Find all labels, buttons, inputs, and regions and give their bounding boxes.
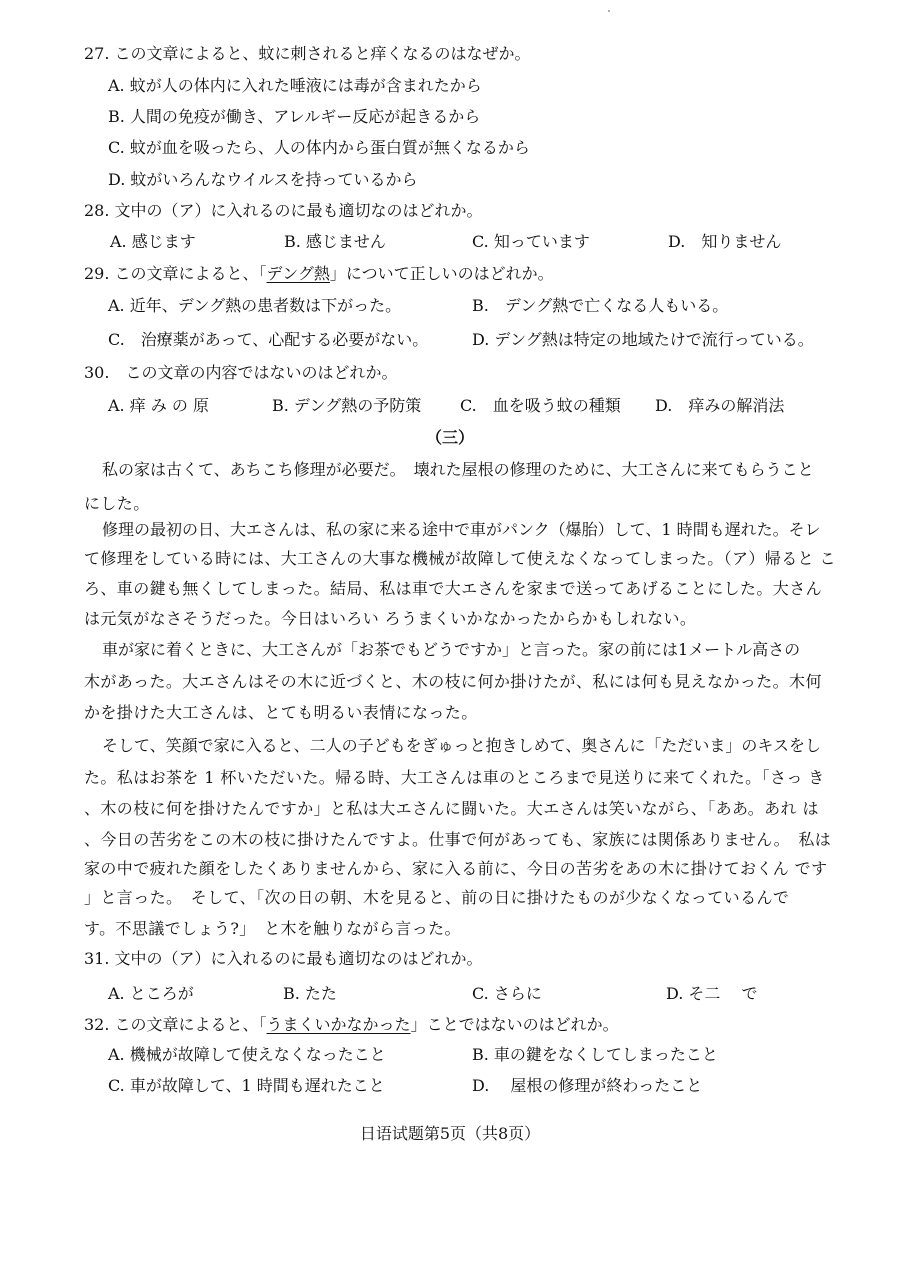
question-31-option-d: D. そ二 で <box>666 984 758 1003</box>
question-32-stem-prefix: 32. この文章によると、「 <box>84 1015 267 1034</box>
question-31-option-b: B. たた <box>283 984 337 1003</box>
question-27-option-a: A. 蚊が人の体内に入れた唾液には毒が含まれたから <box>108 76 482 95</box>
question-27-stem: 27. この文章によると、蚊に刺されると痒くなるのはなぜか。 <box>84 44 531 63</box>
question-32-underlined-term: うまくいかなかった <box>266 1015 411 1034</box>
passage-line-1: 私の家は古くて、あちこち修理が必要だ。 壊れた屋根の修理のために、大工さんに来てもらうこと <box>102 460 814 479</box>
passage-line-2: にした。 <box>84 494 150 513</box>
passage-line-13: 、今日の苦劣をこの木の枝に掛けたんですよ。仕事で何があっても、家族には関係ありません。 私は <box>84 830 832 849</box>
question-31-stem: 31. 文中の（ア）に入れるのに最も適切なのはどれか。 <box>84 949 483 968</box>
question-28-option-c: C. 知っています <box>472 232 590 251</box>
question-29-option-c: C. 治療薬があって、心配する必要がない。 <box>108 330 429 349</box>
question-30-stem: 30. この文章の内容ではないのはどれか。 <box>84 363 398 382</box>
question-30-option-d: D. 痒みの解消法 <box>655 396 785 415</box>
question-29-option-b: B. デング熱で亡くなる人もいる。 <box>472 296 729 315</box>
question-30-option-c: C. 血を吸う蚊の種類 <box>460 396 621 415</box>
question-27-option-b: B. 人間の免疫が働き、アレルギー反応が起きるから <box>108 107 481 126</box>
passage-line-10: そして、笑顔で家に入ると、二人の子どもをぎゅっと抱きしめて、奥さんに「ただいま」のキスをし <box>102 736 822 755</box>
question-27-option-c: C. 蚊が血を吸ったら、人の体内から蛋白質が無くなるから <box>108 138 530 157</box>
question-30-option-a: A. 痒 み の 原 <box>108 396 209 415</box>
passage-line-14: 家の中で疲れた顔をしたくありませんから、家に入る前に、今日の苦劣をあの木に掛けておくん です <box>84 859 828 878</box>
passage-line-8: 木があった。大エさんはその木に近づくと、木の枝に何か掛けたが、私には何も見えなかった。木何 <box>84 672 822 691</box>
question-32-option-c: C. 車が故障して、1 時間も遅れたこと <box>108 1076 385 1095</box>
passage-line-7: 車が家に着くときに、大工さんが「お茶でもどうですか」と言った。家の前には1メートル高さの <box>102 640 801 659</box>
question-29-option-d: D. デング熱は特定の地域たけで流行っている。 <box>472 330 814 349</box>
question-28-option-b: B. 感じません <box>284 232 386 251</box>
question-32-option-a: A. 機械が故障して使えなくなったこと <box>108 1045 386 1064</box>
passage-line-12: 、木の枝に何を掛けたんですか」と私は大エさんに闘いた。大エさんは笑いながら、「ああ。あれ は <box>84 799 819 818</box>
question-32-option-b: B. 車の鍵をなくしてしまったこと <box>472 1045 718 1064</box>
question-28-stem: 28. 文中の（ア）に入れるのに最も適切なのはどれか。 <box>84 201 483 220</box>
question-29-option-a: A. 近年、デング熱の患者数は下がった。 <box>108 296 402 315</box>
question-28-option-d: D. 知りません <box>668 232 782 251</box>
question-32-stem-suffix: 」ことではないのはどれか。 <box>410 1015 619 1034</box>
passage-line-6: は元気がなさそうだった。今日はいろい ろうまくいかなかったからかもしれない。 <box>84 609 697 628</box>
passage-line-5: ろ、車の鍵も無くしてしまった。結局、私は車で大エさんを家まで送ってあげることにした。大さん <box>84 579 823 598</box>
page-footer: 日语试题第5页（共8页） <box>359 1124 541 1143</box>
question-29-underlined-term: デング熱 <box>266 264 330 283</box>
scan-dot <box>608 10 610 12</box>
question-28-option-a: A. 感じます <box>110 232 196 251</box>
question-29-stem-prefix: 29. この文章によると、「 <box>84 264 267 283</box>
passage-line-3: 修理の最初の日、大エさんは、私の家に来る途中で車がパンク（爆胎）して、1 時間も遅れた。そレ <box>102 520 821 539</box>
question-31-option-a: A. ところが <box>108 984 194 1003</box>
question-32-option-d: D. 屋根の修理が終わったこと <box>472 1076 703 1095</box>
question-30-option-b: B. デング熱の予防策 <box>272 396 422 415</box>
question-29-stem <box>84 264 554 284</box>
passage-line-9: かを掛けた大工さんは、とても明るい表情になった。 <box>84 703 478 722</box>
question-31-option-c: C. さらに <box>472 984 542 1003</box>
passage-line-15: 」と言った。 そして、「次の日の朝、木を見ると、前の日に掛けたものが少なくなっているんで <box>84 888 790 907</box>
question-29-stem-suffix: 」について正しいのはどれか。 <box>329 264 554 283</box>
passage-line-4: て修理をしている時には、大工さんの大事な機械が故障して使えなくなってしまった。（ア）帰ると こ <box>84 549 836 568</box>
passage-line-11: た。私はお茶を 1 杯いただいた。帰る時、大工さんは車のところまで見送りに来てくれた。「さっ き <box>84 768 825 787</box>
question-32-stem <box>84 1015 619 1035</box>
question-27-option-d: D. 蚊がいろんなウイルスを持っているから <box>108 170 418 189</box>
passage-line-16: す。不思議でしょう?」 と木を触りながら言った。 <box>84 919 461 938</box>
section-heading: （三） <box>425 428 474 447</box>
